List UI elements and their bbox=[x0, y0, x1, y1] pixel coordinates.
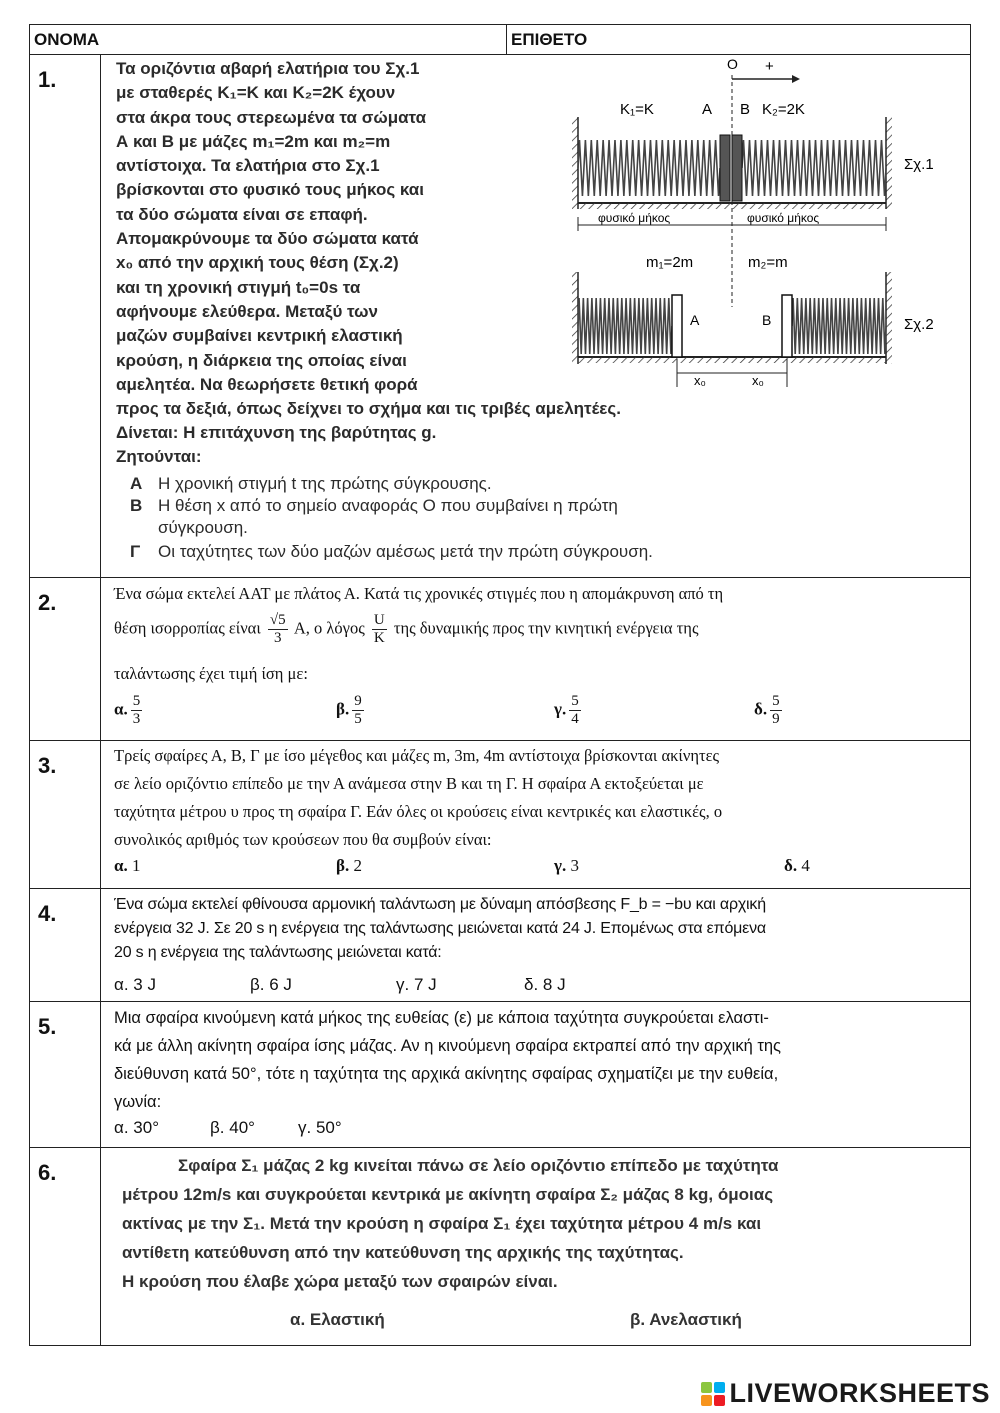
body-b bbox=[732, 135, 742, 201]
question-line: x₀ από την αρχική τους θέση (Σχ.2) bbox=[116, 253, 399, 273]
question-line: αμελητέα. Να θεωρήσετε θετική φορά bbox=[116, 374, 418, 394]
question-line: Η κρούση που έλαβε χώρα μεταξύ των σφαιρών είναι. bbox=[122, 1272, 558, 1291]
option-value: 3 bbox=[570, 856, 579, 875]
left-wall bbox=[572, 117, 578, 209]
question-line: αφήνουμε ελεύθερα. Μεταξύ των bbox=[116, 301, 378, 321]
question-line: συνολικός αριθμός των κρούσεων που θα συμβούν είναι: bbox=[114, 830, 492, 849]
worksheet bbox=[29, 24, 971, 1346]
request-text: Η χρονική στιγμή t της πρώτης σύγκρουσης. bbox=[158, 474, 492, 493]
question-line: στα άκρα τους στερεωμένα τα σώματα bbox=[116, 107, 427, 127]
question-line: θέση ισορροπίας είναι $\frac{√5}{3}$ Α, ο λόγος $\frac{U}{K}$ της δυναμικής προς την κινητική ενέργεια της bbox=[114, 612, 699, 646]
svg-text:A: A bbox=[690, 312, 700, 328]
option-value: 40° bbox=[229, 1118, 255, 1137]
option-value: 6 J bbox=[269, 975, 292, 994]
x0-left: x₀ bbox=[694, 373, 706, 387]
fig2-label: Σχ.2 bbox=[904, 316, 934, 333]
question-line: και τη χρονική στιγμή t₀=0s τα bbox=[116, 277, 361, 297]
option-label: β. bbox=[250, 975, 270, 994]
denominator: 3 bbox=[132, 711, 141, 727]
option-label: α. bbox=[114, 856, 132, 875]
question-number: 1. bbox=[30, 55, 101, 577]
option bbox=[754, 693, 785, 728]
option-value: 1 bbox=[132, 856, 141, 875]
question-line: κρούση, η διάρκεια της οποίας είναι bbox=[116, 350, 407, 370]
question-line: προς τα δεξιά, όπως δείχνει το σχήμα και τις τριβές αμελητέες. bbox=[116, 399, 621, 418]
option-label: β. bbox=[630, 1310, 650, 1329]
spring-k1-compressed bbox=[578, 298, 672, 354]
denominator: 5 bbox=[354, 711, 362, 727]
numerator: 5 bbox=[132, 693, 141, 709]
option bbox=[336, 693, 367, 728]
body-b-displaced bbox=[782, 295, 792, 357]
request-item bbox=[130, 541, 653, 563]
spring-k2 bbox=[742, 140, 886, 196]
option-value: 50° bbox=[315, 1118, 342, 1137]
question-line: κά με άλλη ακίνητη σφαίρα ίσης μάζας. Αν η κινούμενη σφαίρα εκτραπεί από την αρχική της bbox=[114, 1037, 782, 1055]
option-fraction bbox=[569, 693, 581, 728]
numerator: 5 bbox=[571, 693, 579, 709]
option-label: β. bbox=[336, 699, 350, 719]
question-line: σε λείο οριζόντιο επίπεδο με την Α ανάμεσα στην Β και τη Γ. Η σφαίρα Α εκτοξεύεται με bbox=[114, 774, 704, 793]
question-line: Ζητούνται: bbox=[116, 447, 202, 466]
option bbox=[114, 856, 141, 876]
question-line: αντίθετη κατεύθυνση από την κατεύθυνση της αρχικής της ταχύτητας. bbox=[122, 1243, 684, 1262]
option-value: 30° bbox=[133, 1118, 159, 1137]
option bbox=[336, 856, 362, 876]
request-label: Β bbox=[130, 496, 143, 515]
request-text: Η θέση x από το σημείο αναφοράς Ο που συμβαίνει η πρώτη bbox=[158, 496, 618, 515]
numerator: 9 bbox=[354, 693, 362, 709]
right-wall bbox=[886, 117, 892, 209]
question-body bbox=[110, 741, 960, 888]
option-label: δ. bbox=[754, 699, 768, 719]
option-label: α. bbox=[290, 1310, 310, 1329]
question-number: 3. bbox=[30, 741, 101, 888]
liveworksheets-logo bbox=[701, 1378, 990, 1409]
request-item bbox=[130, 517, 248, 539]
request-label: Α bbox=[130, 474, 143, 493]
option bbox=[554, 856, 579, 876]
question-body bbox=[110, 578, 960, 740]
option-fraction bbox=[770, 693, 782, 728]
logo-text: LIVEWORKSHEETS bbox=[729, 1378, 990, 1408]
option-label: γ. bbox=[554, 856, 571, 875]
option bbox=[554, 693, 584, 728]
svg-text:B: B bbox=[762, 312, 772, 328]
option-value: 2 bbox=[353, 856, 362, 875]
question-line: ενέργεια 32 J. Σε 20 s η ενέργεια της ταλάντωσης μειώνεται κατά 24 J. Επομένως στα επόμενα bbox=[114, 920, 766, 937]
option-label: δ. bbox=[784, 856, 802, 875]
a-label: A bbox=[702, 101, 713, 118]
question-line: Δίνεται: Η επιτάχυνση της βαρύτητας g. bbox=[116, 423, 437, 442]
spring-k2-compressed bbox=[792, 298, 886, 354]
natural-length-right: φυσικό μήκος bbox=[747, 211, 820, 225]
option-value: 3 J bbox=[133, 975, 156, 994]
question-line: Απομακρύνουμε τα δύο σώματα κατά bbox=[116, 229, 419, 249]
denominator: 4 bbox=[571, 711, 579, 727]
fraction: $\frac{√5}{3}$ bbox=[269, 612, 286, 646]
b-label: B bbox=[740, 101, 751, 118]
question-text-continued bbox=[116, 397, 966, 469]
question-line: Μια σφαίρα κινούμενη κατά μήκος της ευθείας (ε) με κάποια ταχύτητα συγκρούεται ελαστι- bbox=[114, 1009, 769, 1027]
spring-diagram bbox=[562, 57, 972, 387]
option-value: 7 J bbox=[413, 975, 437, 994]
question-line: Τρείς σφαίρες Α, Β, Γ με ίσο μέγεθος και μάζες m, 3m, 4m αντίστοιχα βρίσκονται ακίνητες bbox=[114, 746, 720, 765]
question-number: 4. bbox=[30, 889, 101, 1001]
question-line: τα δύο σώματα είναι σε επαφή. bbox=[116, 204, 368, 224]
request-text: Οι ταχύτητες των δύο μαζών αμέσως μετά την πρώτη σύγκρουση. bbox=[158, 542, 653, 561]
question-line: μαζών συμβαίνει κεντρική ελαστική bbox=[116, 326, 403, 346]
question-line: Σφαίρα Σ₁ μάζας 2 kg κινείται πάνω σε λείο οριζόντιο επίπεδο με ταχύτητα bbox=[178, 1156, 779, 1175]
k1-label: K₁=K bbox=[620, 101, 654, 118]
option bbox=[630, 1310, 742, 1330]
logo-mark bbox=[701, 1382, 725, 1406]
ratio: $\frac{U}{K}$ bbox=[373, 612, 385, 646]
option bbox=[210, 1118, 255, 1138]
question-line: Τα οριζόντια αβαρή ελατήρια του Σχ.1 bbox=[116, 59, 420, 78]
origin-label: O bbox=[727, 57, 738, 72]
spring-k1 bbox=[578, 140, 720, 196]
question-line: ταχύτητα μέτρου υ προς τη σφαίρα Γ. Εάν όλες οι κρούσεις είναι κεντρικές και ελαστικές, ο bbox=[114, 802, 723, 821]
arrow-head bbox=[792, 75, 800, 83]
question-line: ταλάντωσης έχει τιμή ίση με: bbox=[114, 664, 308, 683]
m1-label: m₁=2m bbox=[646, 254, 694, 271]
question-body bbox=[110, 889, 960, 1001]
option-value: Ανελαστική bbox=[649, 1310, 742, 1329]
name-label: ΟΝΟΜΑ bbox=[30, 25, 507, 54]
question-line: διεύθυνση κατά 50°, τότε η ταχύτητα της αρχικά ακίνητης σφαίρας σχηματίζει με την ευθεία, bbox=[114, 1065, 779, 1083]
option-label: β. bbox=[336, 856, 354, 875]
x0-right: x₀ bbox=[752, 373, 764, 387]
question-text bbox=[116, 57, 556, 397]
fig1-label: Σχ.1 bbox=[904, 156, 934, 173]
question-number: 6. bbox=[30, 1148, 101, 1345]
option-fraction bbox=[352, 693, 364, 728]
option-value: 4 bbox=[801, 856, 810, 875]
option bbox=[114, 693, 145, 728]
option-label: γ. bbox=[554, 699, 567, 719]
option bbox=[250, 975, 292, 995]
question-number: 2. bbox=[30, 578, 101, 740]
question-number: 5. bbox=[30, 1002, 101, 1147]
question-body bbox=[110, 55, 960, 577]
plus-label: + bbox=[765, 58, 774, 75]
natural-length-left: φυσικό μήκος bbox=[598, 211, 671, 225]
option-label: γ. bbox=[298, 1118, 316, 1137]
denominator: 9 bbox=[772, 711, 780, 727]
k2-label: K₂=2K bbox=[762, 101, 805, 118]
question-line: 20 s η ενέργεια της ταλάντωσης μειώνεται κατά: bbox=[114, 944, 442, 961]
body-a-displaced bbox=[672, 295, 682, 357]
question-line: ακτίνας με την Σ₁. Μετά την κρούση η σφαίρα Σ₁ έχει ταχύτητα μέτρου 4 m/s και bbox=[122, 1214, 762, 1233]
request-item bbox=[130, 473, 492, 495]
question-1 bbox=[30, 55, 970, 578]
body-a bbox=[720, 135, 730, 201]
question-4 bbox=[30, 889, 970, 1002]
question-line: αντίστοιχα. Τα ελατήρια στο Σχ.1 bbox=[116, 156, 380, 176]
question-line: Ένα σώμα εκτελεί ΑΑΤ με πλάτος Α. Κατά τις χρονικές στιγμές που η απομάκρυνση από τη bbox=[114, 584, 724, 603]
numerator: 5 bbox=[772, 693, 780, 709]
request-item bbox=[130, 495, 618, 517]
option-label: α. bbox=[114, 975, 134, 994]
option-label: γ. bbox=[396, 975, 414, 994]
option bbox=[114, 1118, 159, 1138]
question-2 bbox=[30, 578, 970, 741]
question-line: βρίσκονται στο φυσικό τους μήκος και bbox=[116, 180, 424, 200]
m2-label: m₂=m bbox=[748, 254, 788, 271]
option bbox=[298, 1118, 342, 1138]
request-label: Γ bbox=[130, 542, 141, 561]
question-5 bbox=[30, 1002, 970, 1148]
question-6 bbox=[30, 1148, 970, 1345]
option-value: Ελαστική bbox=[309, 1310, 385, 1329]
option-value: 8 J bbox=[542, 975, 566, 994]
request-text: σύγκρουση. bbox=[158, 518, 248, 537]
option-label: δ. bbox=[524, 975, 543, 994]
option bbox=[290, 1310, 385, 1330]
question-line: Α και Β με μάζες m₁=2m και m₂=m bbox=[116, 131, 391, 151]
question-line: γωνία: bbox=[114, 1093, 162, 1111]
question-line: Ένα σώμα εκτελεί φθίνουσα αρμονική ταλάντωση με δύναμη απόσβεσης F_b = −bυ και αρχική bbox=[114, 896, 766, 913]
option-label: β. bbox=[210, 1118, 230, 1137]
question-body bbox=[110, 1002, 960, 1147]
option-label: α. bbox=[114, 699, 128, 719]
option-fraction bbox=[131, 693, 143, 728]
header-row bbox=[30, 25, 970, 55]
option bbox=[396, 975, 437, 995]
surname-label: ΕΠΙΘΕΤΟ bbox=[511, 30, 588, 49]
option bbox=[524, 975, 566, 995]
question-3 bbox=[30, 741, 970, 889]
question-body bbox=[110, 1148, 960, 1345]
option-label: α. bbox=[114, 1118, 134, 1137]
option bbox=[114, 975, 156, 995]
question-line: με σταθερές K₁=K και K₂=2K έχουν bbox=[116, 83, 396, 103]
question-line: μέτρου 12m/s και συγκρούεται κεντρικά με ακίνητη σφαίρα Σ₂ μάζας 8 kg, όμοιας bbox=[122, 1185, 774, 1204]
option bbox=[784, 856, 810, 876]
